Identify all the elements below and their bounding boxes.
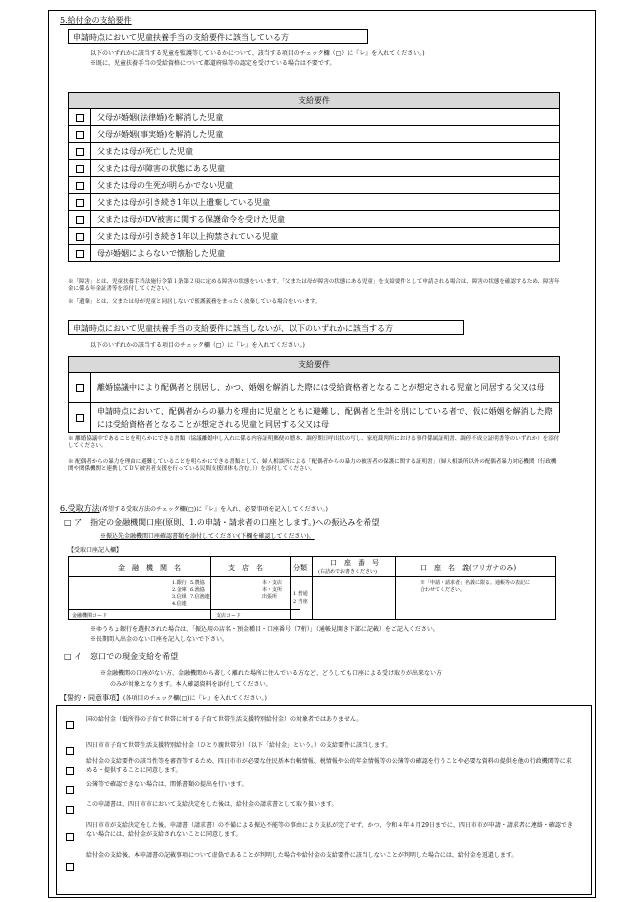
checkbox[interactable] (76, 250, 84, 258)
section5-intro-note: ※既に、児童扶養手当の受給資格について都道府県等の認定を受けている場合は不要です。 (90, 60, 336, 67)
section7-heading (60, 693, 267, 703)
receive-option-b[interactable]: □ イ 窓口での現金支給を希望 (64, 652, 179, 661)
checkbox[interactable] (66, 806, 74, 814)
checkbox[interactable] (76, 131, 84, 139)
account-grid-col (312, 556, 313, 620)
row-label: 父または母が死亡した児童 (91, 143, 560, 160)
checkbox[interactable] (66, 833, 74, 841)
bank-kind: 6.漁協 (190, 587, 205, 593)
section5-intro-2: 以下のいずれかの該当する項目のチェック欄（□）に『レ』を入れてください。) (90, 342, 305, 349)
bank-kind: 7.信漁連 (190, 594, 210, 600)
branch-kind: 出張所 (262, 594, 278, 600)
receive-option-b-note-2: のみが対象となります。本人確認資料を添付してください。 (110, 681, 272, 688)
row-label: 離婚協議中により配偶者と別居し、かつ、婚姻を解消した際には受給資格者となることが想定される児童と同居する父又は母 (91, 373, 560, 403)
bank-kind: 1.銀行 (172, 580, 187, 586)
account-grid-col (395, 556, 396, 620)
account-type-list (293, 590, 308, 606)
table1-note-disability: ※「障害」とは、児童扶養手当法施行令第１条第２項に定める障害の状態をいいます。「父または母が障害の状態にある児童」を支給要件として申請される場合は、障害の状態を確認するため、障害年金に係る年金証書等を添付してください。 (68, 279, 560, 292)
table2-note-violence: ※ 配偶者からの暴力を理由に避難していることを明らかにできる書類として、婦人相談所による「配偶者からの暴力の被害者の保護に関する証明書」（婦人相談所以外の配偶者暴力対応機関（行政機関や関係機関と連携してＤＶ被害者支援を行っている民間支援団体も含む。））を添付してください。 (68, 459, 557, 472)
requirement-box-1 (68, 29, 368, 44)
yucho-note: ※ゆうちょ銀行を選択された場合は、「振込用の店名・預金種目・口座番号（7桁）」（通帳見開き下部に記載）をご記入ください。 (90, 626, 439, 633)
table-row[interactable] (69, 143, 560, 160)
table-row[interactable] (69, 177, 560, 194)
bank-code-label: 金融機関コード (72, 613, 108, 619)
agreement-item[interactable] (66, 760, 74, 779)
table-row[interactable] (69, 194, 560, 211)
account-type-kind: 1 普通 (293, 591, 308, 597)
checkbox[interactable] (76, 114, 84, 122)
requirements-table-2 (68, 356, 560, 433)
col-branch-name: 支 店 名 (228, 564, 263, 572)
row-label: 父または母が引き続き1年以上遺棄している児童 (91, 194, 560, 211)
receive-option-a-note: ※振込先金融機関口座確認書類を添付してください(下欄を確認してください)。 (100, 533, 315, 540)
agreement-text: 四日市市子育て世帯生活支援特別給付金（ひとり親世帯分）（以下「給付金」という。）の支給要件に該当します。 (86, 742, 392, 749)
col-bank-name: 金 融 機 関 名 (118, 564, 181, 572)
receive-option-b-note-1: ※金融機関の口座がない方、金融機関から著しく離れた場所に住んでいる方など、どうしても口座による受け取りが出来ない方 (100, 670, 443, 677)
table-row[interactable] (69, 160, 560, 177)
requirements-table-1 (68, 92, 560, 262)
account-type-kind: 2 当座 (293, 599, 308, 605)
branch-kind: 本・支店 (262, 580, 283, 586)
bank-kind: 4.信連 (172, 601, 187, 607)
checkbox[interactable] (76, 384, 84, 392)
checkbox[interactable] (66, 747, 74, 755)
col-account-number: 口 座 番 号 (330, 559, 379, 567)
bank-kind: 3.信組 (172, 594, 187, 600)
agreement-text: 国の給付金（低所得の子育て世帯に対する子育て世帯生活支援特別給付金）の対象者ではありません。 (86, 716, 363, 723)
checkbox[interactable] (66, 863, 74, 871)
agreement-text: この申請書は、四日市市において支給決定をした後は、給付金の請求書として取り扱います。 (86, 801, 338, 808)
checkbox[interactable] (76, 233, 84, 241)
row-label: 父または母が障害の状態にある児童 (91, 160, 560, 177)
row-label: 父または母がDV被害に関する保護命令を受けた児童 (91, 211, 560, 228)
requirement-box-2-label: 申請時点において児童扶養手当の支給要件に該当しないが、以下のいずれかに該当する方 (73, 324, 393, 333)
requirement-box-1-label: 申請時点において児童扶養手当の支給要件に該当している方 (73, 33, 289, 42)
section7-note: (各項目のチェック欄(□)に『レ』を入れてください。) (123, 695, 267, 702)
agreement-text: 給付金の支給要件の該当性等を審査等するため、四日市市が必要な住民基本台帳情報、税情報や公的年金情報等の公簿等の確認を行うことや必要な資料の提供を他の行政機関等に求める・提供することに同意します。 (86, 758, 572, 774)
agreement-text: 給付金の支給後、本申請書の記載事項について虚偽であることが判明した場合や給付金の支給要件に該当しないことが判明した場合には、給付金を返還します。 (86, 852, 518, 859)
agreement-item[interactable] (66, 856, 74, 875)
table2-header: 支給要件 (69, 357, 560, 373)
checkbox[interactable] (76, 199, 84, 207)
checkbox[interactable] (76, 148, 84, 156)
row-label: 母が婚姻によらないで懐胎した児童 (91, 245, 560, 262)
agreement-item[interactable] (66, 740, 74, 759)
col-account-number-note: (右詰めでお書きください) (318, 569, 377, 575)
account-grid-col (290, 556, 291, 620)
agreement-item[interactable] (66, 714, 74, 733)
account-grid-col (210, 556, 211, 620)
checkbox[interactable] (66, 767, 74, 775)
table-row[interactable] (69, 373, 560, 403)
branch-kind-list (262, 580, 282, 601)
section5-heading: 5.給付金の支給要件 (60, 16, 132, 25)
bank-kind: 5.農協 (190, 580, 205, 586)
checkbox[interactable] (76, 182, 84, 190)
checkbox[interactable] (76, 165, 84, 173)
row-label: 父または母が引き続き1年以上拘禁されている児童 (91, 228, 560, 245)
section5-intro: 以下のいずれかに該当する児童を監護等しているかについて、該当する項目のチェック欄（□）に『レ』を入れてください。) (90, 50, 425, 57)
table-row[interactable] (69, 126, 560, 143)
section6-note: (希望する受取方法のチェック欄(□)に『レ』を入れ、必要事項を記入してください。) (99, 506, 328, 513)
table-row[interactable] (69, 245, 560, 262)
agreement-item[interactable] (66, 779, 74, 798)
section6-title: 6.受取方法 (60, 504, 100, 513)
checkbox[interactable] (66, 721, 74, 729)
row-label: 申請時点において、配偶者からの暴力を理由に児童とともに避難し、配偶者と生計を別にしている者で、仮に婚姻を解消した際には受給資格者となることが想定される児童と同居する父又は母 (91, 403, 560, 433)
receive-option-a[interactable]: □ ア 指定の金融機関口座(原則、1.の申請・請求者の口座とします。)への振込みを希望 (64, 518, 380, 527)
checkbox[interactable] (76, 414, 84, 422)
account-code-divider (68, 609, 300, 610)
table-row[interactable] (69, 228, 560, 245)
table1-header: 支給要件 (69, 93, 560, 109)
branch-code-label: 支店コード (216, 613, 242, 619)
table-row[interactable] (69, 403, 560, 433)
section6-heading (60, 503, 328, 514)
table-row[interactable] (69, 109, 560, 126)
checkbox[interactable] (66, 786, 74, 794)
agreement-text: 公簿等で確認できない場合は、関係書類の提出を行います。 (86, 781, 248, 788)
requirement-box-2 (68, 320, 464, 335)
row-label: 父母が婚姻(法律婚)を解消した児童 (91, 109, 560, 126)
dormant-account-note: ※長期間入出金のない口座を記入しないで下さい。 (90, 636, 229, 643)
account-section-title: 【受取口座記入欄】 (68, 547, 123, 554)
table-row[interactable] (69, 211, 560, 228)
row-label: 父または母の生死が明らかでない児童 (91, 177, 560, 194)
row-label: 父母が婚姻(事実婚)を解消した児童 (91, 126, 560, 143)
agreement-text: 四日市市が支給決定をした後、申請書（請求書）の不備による振込不能等の事由により支払が完了せず、かつ、令和４年４月29日までに、四日市市が申請・請求者に連絡・確認できない場合には、給付金が支給されないことに同意します。 (86, 822, 573, 838)
agreement-item[interactable] (66, 799, 74, 818)
agreement-item[interactable] (66, 826, 74, 845)
bank-kind-list-2 (190, 580, 210, 601)
branch-kind: 本・支所 (262, 587, 283, 593)
account-holder-note: ※「申請・請求者」名義に限る。通帳等の表記に合わせてください。 (420, 580, 531, 593)
section7-title: 【誓約・同意事項】 (60, 694, 123, 702)
table1-note-abandonment: ※「遺棄」とは、父または母が児童と同居しないで監護義務をまったく放棄している場合をいいます。 (68, 299, 321, 305)
bank-kind-list-1 (172, 580, 187, 608)
table2-note-divorce: ※ 離婚協議中であることを明らかにできる書類（協議離婚申し入れに係る内容証明郵便の謄本、調停期日呼出状の写し、家庭裁判所における事件係属証明書、調停不成立証明書等のいずれか）を添付してください。 (68, 436, 560, 449)
bank-kind: 2.金庫 (172, 587, 187, 593)
checkbox[interactable] (76, 216, 84, 224)
col-account-type: 分類 (293, 564, 307, 572)
col-account-holder: 口 座 名 義(フリガナのみ) (420, 564, 517, 572)
